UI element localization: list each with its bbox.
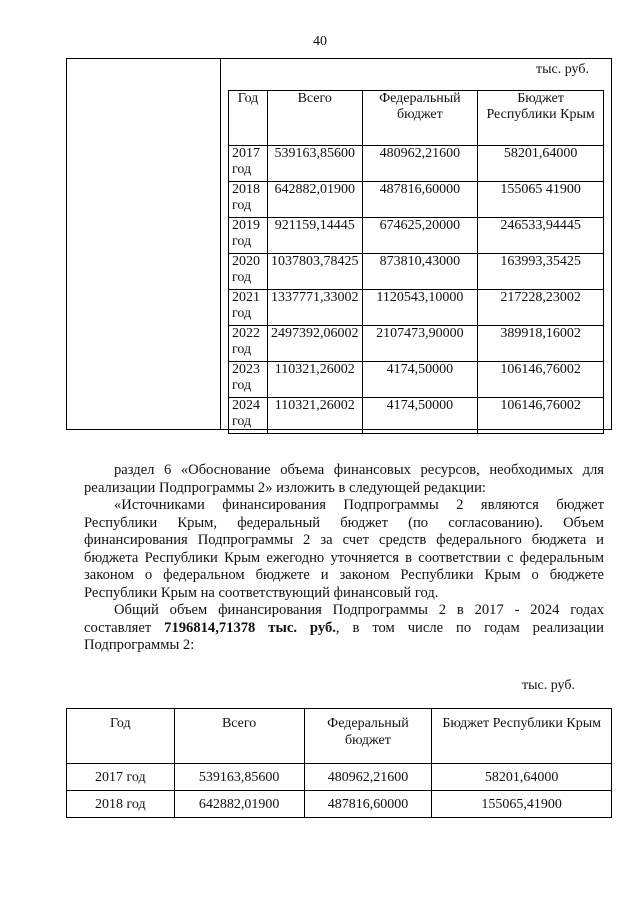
table-row xyxy=(229,254,604,290)
cell-total: 642882,01900 xyxy=(174,791,304,818)
cell-total: 539163,85600 xyxy=(268,146,363,182)
cell-regional: 106146,76002 xyxy=(478,362,604,398)
table-row xyxy=(229,362,604,398)
paragraph-funding-sources: «Источниками финансирования Подпрограммы 2 являются бюджет Республики Крым, федеральный бюджет (по согласованию). Объем финансирования Подпрограммы 2 за счет средств федерального бюджета и бюджета Республики Крым ежегодно уточняется в соответствии с федеральным законом о федеральном бюджете и законом Республики Крым о бюджете Республики Крым на соответствующий финансовый год. xyxy=(84,497,604,601)
cell-total: 1337771,33002 xyxy=(268,290,363,326)
cell-total: 110321,26002 xyxy=(268,398,363,434)
unit-label-top: тыс. руб. xyxy=(536,62,589,77)
cell-regional: 389918,16002 xyxy=(478,326,604,362)
cell-federal: 4174,50000 xyxy=(362,362,478,398)
cell-year: 2022 год xyxy=(229,326,268,362)
header-total: Всего xyxy=(268,91,363,146)
cell-regional: 58201,64000 xyxy=(432,764,612,791)
cell-year: 2021 год xyxy=(229,290,268,326)
cell-federal: 487816,60000 xyxy=(304,791,432,818)
cell-year: 2023 год xyxy=(229,362,268,398)
header-year: Год xyxy=(67,709,175,764)
table-header-row xyxy=(229,91,604,146)
header-federal: Федеральный бюджет xyxy=(362,91,478,146)
cell-regional: 58201,64000 xyxy=(478,146,604,182)
cell-year: 2018 год xyxy=(67,791,175,818)
cell-year: 2019 год xyxy=(229,218,268,254)
cell-federal: 480962,21600 xyxy=(304,764,432,791)
total-text-before: Общий объем финансирования Подпрограммы 2 в 2017 - 2024 годах составляет xyxy=(84,602,604,636)
cell-total: 2497392,06002 xyxy=(268,326,363,362)
table-row xyxy=(229,398,604,434)
cell-regional: 155065,41900 xyxy=(432,791,612,818)
cell-total: 110321,26002 xyxy=(268,362,363,398)
cell-year: 2024 год xyxy=(229,398,268,434)
cell-regional: 163993,35425 xyxy=(478,254,604,290)
funding-table-top xyxy=(228,90,604,434)
total-amount: 7196814,71378 тыс. руб. xyxy=(164,619,336,636)
header-regional: Бюджет Республики Крым xyxy=(432,709,612,764)
cell-year: 2018 год xyxy=(229,182,268,218)
table-row xyxy=(67,764,612,791)
paragraph-total-funding xyxy=(84,602,604,655)
cell-year: 2020 год xyxy=(229,254,268,290)
cell-federal: 674625,20000 xyxy=(362,218,478,254)
funding-table-bottom xyxy=(66,708,612,818)
paragraph-section-6: раздел 6 «Обоснование объема финансовых ресурсов, необходимых для реализации Подпрограммы 2» изложить в следующей редакции: xyxy=(84,462,604,496)
cell-federal: 2107473,90000 xyxy=(362,326,478,362)
table-row xyxy=(67,791,612,818)
cell-year: 2017 год xyxy=(229,146,268,182)
cell-federal: 487816,60000 xyxy=(362,182,478,218)
cell-total: 642882,01900 xyxy=(268,182,363,218)
table-row xyxy=(229,326,604,362)
cell-total: 1037803,78425 xyxy=(268,254,363,290)
total-text-after: , в том числе по годам реализации Подпрограммы 2: xyxy=(84,619,604,653)
table-row xyxy=(229,146,604,182)
header-federal: Федеральный бюджет xyxy=(304,709,432,764)
table-row xyxy=(229,182,604,218)
cell-federal: 4174,50000 xyxy=(362,398,478,434)
cell-regional: 246533,94445 xyxy=(478,218,604,254)
header-regional: Бюджет Республики Крым xyxy=(478,91,604,146)
unit-label-bottom: тыс. руб. xyxy=(522,678,575,693)
cell-regional: 217228,23002 xyxy=(478,290,604,326)
cell-federal: 480962,21600 xyxy=(362,146,478,182)
header-total: Всего xyxy=(174,709,304,764)
table-header-row xyxy=(67,709,612,764)
cell-year: 2017 год xyxy=(67,764,175,791)
cell-total: 921159,14445 xyxy=(268,218,363,254)
cell-federal: 1120543,10000 xyxy=(362,290,478,326)
cell-regional: 155065 41900 xyxy=(478,182,604,218)
page-number: 40 xyxy=(313,34,327,49)
table-row xyxy=(229,218,604,254)
frame-divider xyxy=(220,58,221,430)
cell-regional: 106146,76002 xyxy=(478,398,604,434)
table-row xyxy=(229,290,604,326)
cell-total: 539163,85600 xyxy=(174,764,304,791)
cell-federal: 873810,43000 xyxy=(362,254,478,290)
header-year: Год xyxy=(229,91,268,146)
